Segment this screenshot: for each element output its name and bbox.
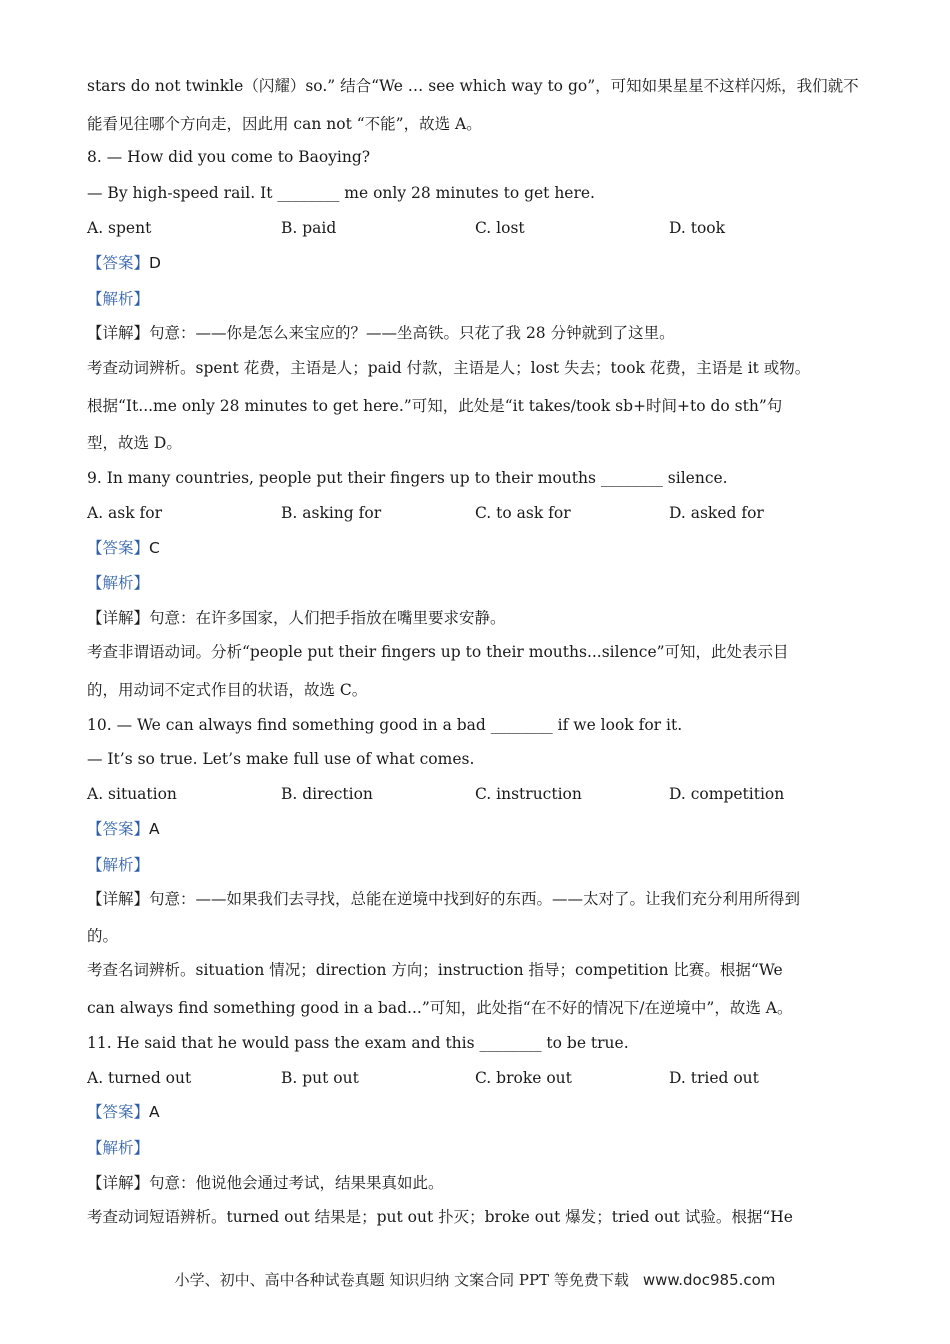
q9-detail-text: 句意：在许多国家，人们把手指放在嘴里要求安静。 xyxy=(149,609,506,627)
q8-explanation-3: 型，故选 D。 xyxy=(87,434,182,452)
analysis-label: 【解析】 xyxy=(87,1139,150,1157)
analysis-label: 【解析】 xyxy=(87,574,150,592)
answer-label: 【答案】 xyxy=(87,254,150,272)
analysis-label: 【解析】 xyxy=(87,856,150,874)
footer-url-link[interactable]: www.doc985.com xyxy=(642,1271,776,1289)
q9-option-d: D. asked for xyxy=(669,504,764,522)
q9-option-a: A. ask for xyxy=(87,504,163,522)
q10-stem: 10. — We can always find something good in a bad ________ if we look for it. xyxy=(87,716,683,734)
q8-option-a: A. spent xyxy=(87,219,152,237)
q10-answer-value: A xyxy=(149,820,160,838)
q11-answer-value: A xyxy=(149,1103,160,1121)
q10-option-b: B. direction xyxy=(281,785,373,803)
answer-label: 【答案】 xyxy=(87,1103,150,1121)
q11-answer xyxy=(87,1101,863,1123)
q8-explanation-2: 根据“It...me only 28 minutes to get here.”可知，此处是“it takes/took sb+时间+to do sth”句 xyxy=(87,397,783,415)
detail-label: 【详解】 xyxy=(87,324,150,342)
q10-detail xyxy=(87,888,863,910)
q11-analysis xyxy=(87,1137,863,1159)
q9-option-b: B. asking for xyxy=(281,504,382,522)
q10-stem-reply: — It’s so true. Let’s make full use of what comes. xyxy=(87,750,475,768)
q11-stem: 11. He said that he would pass the exam and this ________ to be true. xyxy=(87,1034,629,1052)
q10-analysis xyxy=(87,854,863,876)
q8-answer-value: D xyxy=(149,254,161,272)
q8-option-d: D. took xyxy=(669,219,726,237)
answer-label: 【答案】 xyxy=(87,820,150,838)
q8-analysis xyxy=(87,288,863,310)
q9-detail xyxy=(87,607,863,629)
q10-option-d: D. competition xyxy=(669,785,785,803)
q11-option-c: C. broke out xyxy=(475,1069,572,1087)
q9-explanation-1: 考查非谓语动词。分析“people put their fingers up to their mouths...silence”可知，此处表示目 xyxy=(87,643,789,661)
q8-detail-text: 句意：——你是怎么来宝应的？——坐高铁。只花了我 28 分钟就到了这里。 xyxy=(149,324,675,342)
footer-text: 小学、初中、高中各种试卷真题 知识归纳 文案合同 PPT 等免费下载 xyxy=(174,1271,629,1289)
detail-label: 【详解】 xyxy=(87,890,150,908)
q10-explanation-1: 考查名词辨析。situation 情况；direction 方向；instruction 指导；competition 比赛。根据“We xyxy=(87,961,783,979)
detail-label: 【详解】 xyxy=(87,609,150,627)
q10-detail-text: 句意：——如果我们去寻找，总能在逆境中找到好的东西。——太对了。让我们充分利用所得到 xyxy=(149,890,801,908)
q11-option-a: A. turned out xyxy=(87,1069,192,1087)
q9-answer xyxy=(87,537,863,559)
q10-detail-cont: 的。 xyxy=(87,927,119,945)
q10-option-a: A. situation xyxy=(87,785,177,803)
q8-explanation-1: 考查动词辨析。spent 花费，主语是人；paid 付款，主语是人；lost 失去；took 花费，主语是 it 或物。 xyxy=(87,359,811,377)
q10-option-c: C. instruction xyxy=(475,785,582,803)
q9-analysis xyxy=(87,572,863,594)
q9-option-c: C. to ask for xyxy=(475,504,571,522)
intro-line-1: stars do not twinkle（闪耀）so.” 结合“We … see which way to go”，可知如果星星不这样闪烁，我们就不 xyxy=(87,77,859,95)
q8-stem-reply: — By high-speed rail. It ________ me only 28 minutes to get here. xyxy=(87,184,595,202)
page-footer xyxy=(0,1269,950,1290)
q9-answer-value: C xyxy=(149,539,160,557)
analysis-label: 【解析】 xyxy=(87,290,150,308)
q11-option-b: B. put out xyxy=(281,1069,359,1087)
q8-option-c: C. lost xyxy=(475,219,525,237)
q9-explanation-2: 的，用动词不定式作目的状语，故选 C。 xyxy=(87,681,368,699)
q9-stem: 9. In many countries, people put their fingers up to their mouths ________ silence. xyxy=(87,469,728,487)
q8-stem: 8. — How did you come to Baoying? xyxy=(87,148,371,166)
q11-explanation-1: 考查动词短语辨析。turned out 结果是；put out 扑灭；broke out 爆发；tried out 试验。根据“He xyxy=(87,1208,793,1226)
intro-line-2: 能看见往哪个方向走，因此用 can not “不能”，故选 A。 xyxy=(87,115,482,133)
answer-label: 【答案】 xyxy=(87,539,150,557)
q10-answer xyxy=(87,818,863,840)
q8-option-b: B. paid xyxy=(281,219,337,237)
q8-answer xyxy=(87,252,863,274)
q8-detail xyxy=(87,322,863,344)
q11-detail-text: 句意：他说他会通过考试，结果果真如此。 xyxy=(149,1174,444,1192)
q10-explanation-2: can always find something good in a bad...”可知，此处指“在不好的情况下/在逆境中”，故选 A。 xyxy=(87,999,793,1017)
q11-detail xyxy=(87,1172,863,1194)
detail-label: 【详解】 xyxy=(87,1174,150,1192)
q11-option-d: D. tried out xyxy=(669,1069,759,1087)
